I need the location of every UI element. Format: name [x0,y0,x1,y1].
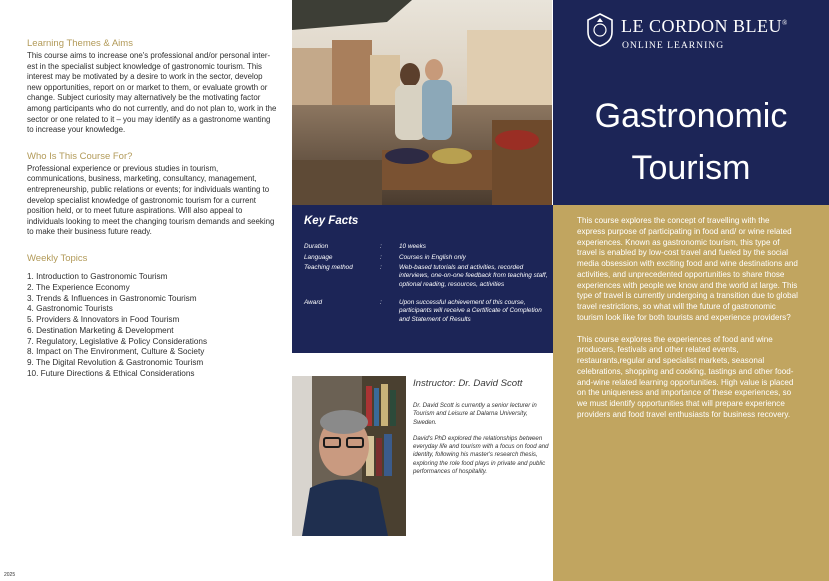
weekly-topics-heading: Weekly Topics [27,252,88,264]
topic-item: 6. Destination Marketing & Development [27,325,174,335]
key-fact-value: Courses in English only [399,254,466,261]
topic-item: 7. Regulatory, Legislative & Policy Considerations [27,336,208,346]
audience-heading: Who Is This Course For? [27,150,133,162]
brand-subtitle: ONLINE LEARNING [622,40,725,51]
footer-code: 2025 [4,572,16,578]
registered-mark: ® [782,19,788,27]
topic-item: 9. The Digital Revolution & Gastronomic Tourism [27,358,204,368]
topic-item: 2. The Experience Economy [27,282,130,292]
key-fact-colon: : [380,254,382,261]
instructor-photo [292,376,406,536]
instructor-bio [413,402,551,484]
key-fact-value: 10 weeks [399,243,426,250]
key-fact-label: Award [304,299,322,306]
key-fact-colon: : [380,264,382,271]
instructor-bio-paragraph: Dr. David Scott is currently a senior lecturer in Tourism and Leisure at Dalarna University, Sweden. [413,402,537,426]
learning-themes-body: This course aims to increase one's professional and/or personal inter-est in the specialist subject knowledge of gastronomic tourism. This interest may be motivated by a desire to work in the sector, develop new opportunities, report on or market to them, or evaluate growth or change. Subject curiosity may alternatively be the motivating factor among participants who do not currently, and do not plan to, work in the sector or one related to it – you may identify as a gastronome wanting to increase your knowledge. [27,51,277,135]
topic-item: 1. Introduction to Gastronomic Tourism [27,271,168,281]
key-facts-panel [292,205,554,353]
topic-item: 5. Providers & Innovators in Food Tourism [27,315,180,325]
left-column [27,38,277,380]
cordon-bleu-crest-icon [585,12,615,53]
key-fact-colon: : [380,299,382,306]
key-facts-title: Key Facts [304,215,359,227]
course-title-line: Tourism [631,149,751,187]
instructor-bio-paragraph: David's PhD explored the relationships between everyday life and tourism with a focus on food and identity, following his master's research thesis, exploring the role food plays in private and public performances of hospitality. [413,434,549,476]
audience-body: Professional experience or previous studies in tourism, communications, business, marketing, consultancy, management, entrepreneurship, public relations or events; for individuals wanting to develop specialist knowledge of gastronomic tourism for a current position held, or to meet future aspirations. Will also appeal to individuals looking to meet the changing tourism demands and seeking to make their business future ready. [27,163,275,237]
course-title [560,90,822,194]
market-photo [292,0,552,205]
key-fact-value: Web-based tutorials and activities, recorded interviews, one-on-one feedback from teaching staff, optional reading, resources, activities [399,264,548,288]
key-fact-label: Teaching method [304,264,353,271]
learning-themes-heading: Learning Themes & Aims [27,38,133,49]
weekly-topics-list [27,272,277,380]
key-fact-value: Upon successful achievement of this course, participants will receive a Certificate of Completion and Statement of Results [399,299,542,323]
topic-item: 8. Impact on The Environment, Culture & Society [27,347,205,357]
brand-name [621,16,788,37]
instructor-title: Instructor: Dr. David Scott [413,378,523,389]
description-paragraph: This course explores the experiences of food and wine producers, festivals and other related events, restaurants,regular and specialist markets, seasonal celebrations, shopping and cooking, tastings and other food-and-wine related learning opportunities. High value is placed on the uniqueness and importance of these experiences, so we must identify opportunities that will prepare experience providers and food travel enthusiasts for business recovery. [577,334,794,419]
brand-name-text: LE CORDON BLEU [621,16,782,36]
description-paragraph: This course explores the concept of travelling with the express purpose of participating in food and/ or wine related experiences. Known as gastronomic tourism, this type of travel is enabled by low-cost travel and fueled by the social media obsession with exciting food and wine destinations and activities, and unprecedented opportunities to share those experiences with people we know and the world at large. This type of travel is currently undergoing a transition due to global travel restrictions, so what will the future of gastronomic tourism look like for both tourists and experience providers? [577,216,798,322]
course-description [577,216,799,432]
topic-item: 10. Future Directions & Ethical Considerations [27,369,195,379]
key-fact-colon: : [380,243,382,250]
key-fact-label: Duration [304,243,329,250]
topic-item: 3. Trends & Influences in Gastronomic Tourism [27,293,197,303]
topic-item: 4. Gastronomic Tourists [27,304,113,314]
key-fact-label: Language [304,254,333,261]
course-title-line: Gastronomic [594,97,788,135]
